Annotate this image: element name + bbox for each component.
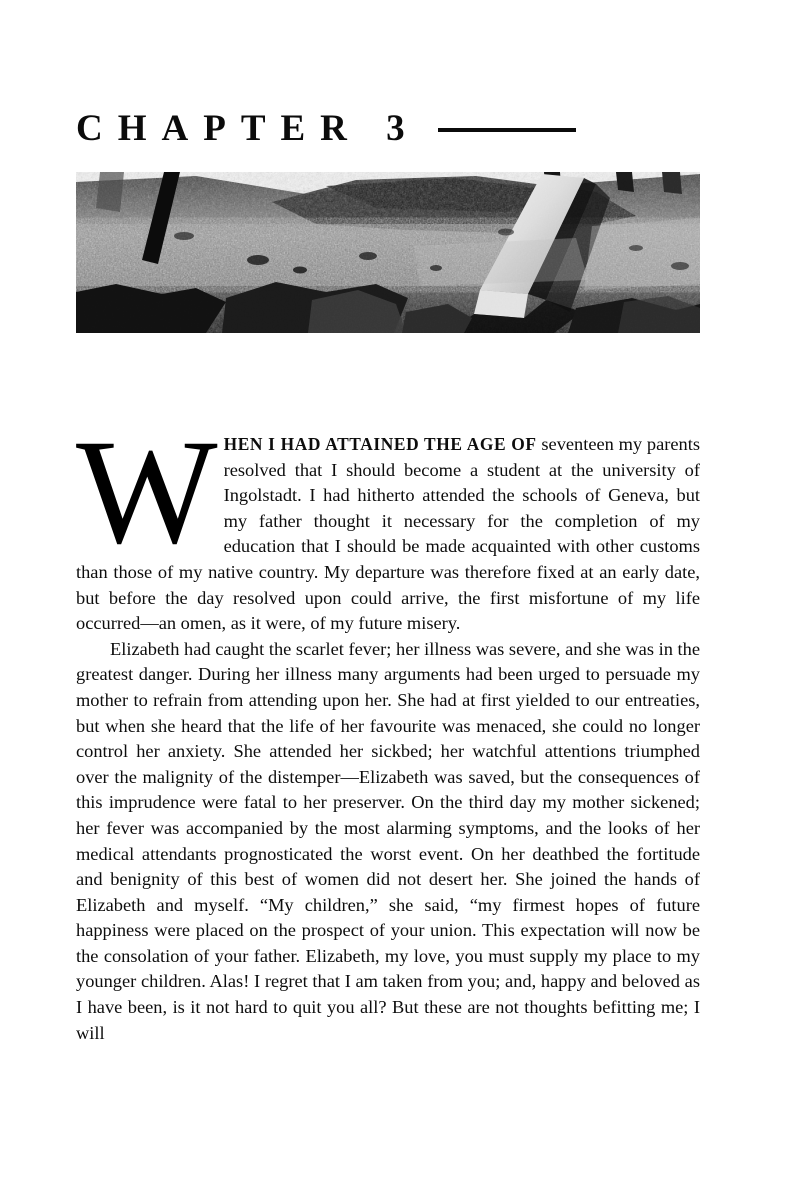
drop-cap: W (76, 409, 218, 575)
paragraph-first (76, 409, 700, 637)
chapter-illustration (76, 172, 700, 333)
chapter-heading (76, 104, 700, 152)
opening-small-caps: HEN I HAD ATTAINED THE AGE OF (223, 434, 537, 454)
chapter-heading-rule (438, 128, 576, 132)
paragraph-first-text: seventeen my parents resolved that I should become a student at the university of Ingolstadt. I had hitherto attended the schools of Geneva, but my father thought it necessary for the completion of my education that I should be made acquainted with other customs than those of my native country. My departure was therefore fixed at an early date, but before the day resolved upon could arrive, the first misfortune of my life occurred—an omen, as it were, of my future misery. (76, 434, 700, 634)
paragraph-second: Elizabeth had caught the scarlet fever; her illness was severe, and she was in the greatest danger. During her illness many arguments had been urged to persuade my mother to refrain from attending upon her. She had at first yielded to our entreaties, but when she heard that the life of her favourite was menaced, she could no longer control her anxiety. She attended her sickbed; her watchful attentions triumphed over the malignity of the distemper—Elizabeth was saved, but the consequences of this imprudence were fatal to her preserver. On the third day my mother sickened; her fever was accompanied by the most alarming symptoms, and the looks of her medical attendants prognosticated the worst event. On her deathbed the fortitude and benignity of this best of women did not desert her. She joined the hands of Elizabeth and myself. “My children,” she said, “my firmest hopes of future happiness were placed on the prospect of your union. This expectation will now be the consolation of your father. Elizabeth, my love, you must supply my place to my younger children. Alas! I regret that I am taken from you; and, happy and beloved as I have been, is it not hard to quit you all? But these are not thoughts befitting me; I will (76, 638, 700, 1043)
chapter-title: CHAPTER 3 (76, 107, 420, 149)
chapter-body (76, 409, 700, 1046)
graveyard-photo (76, 172, 700, 333)
